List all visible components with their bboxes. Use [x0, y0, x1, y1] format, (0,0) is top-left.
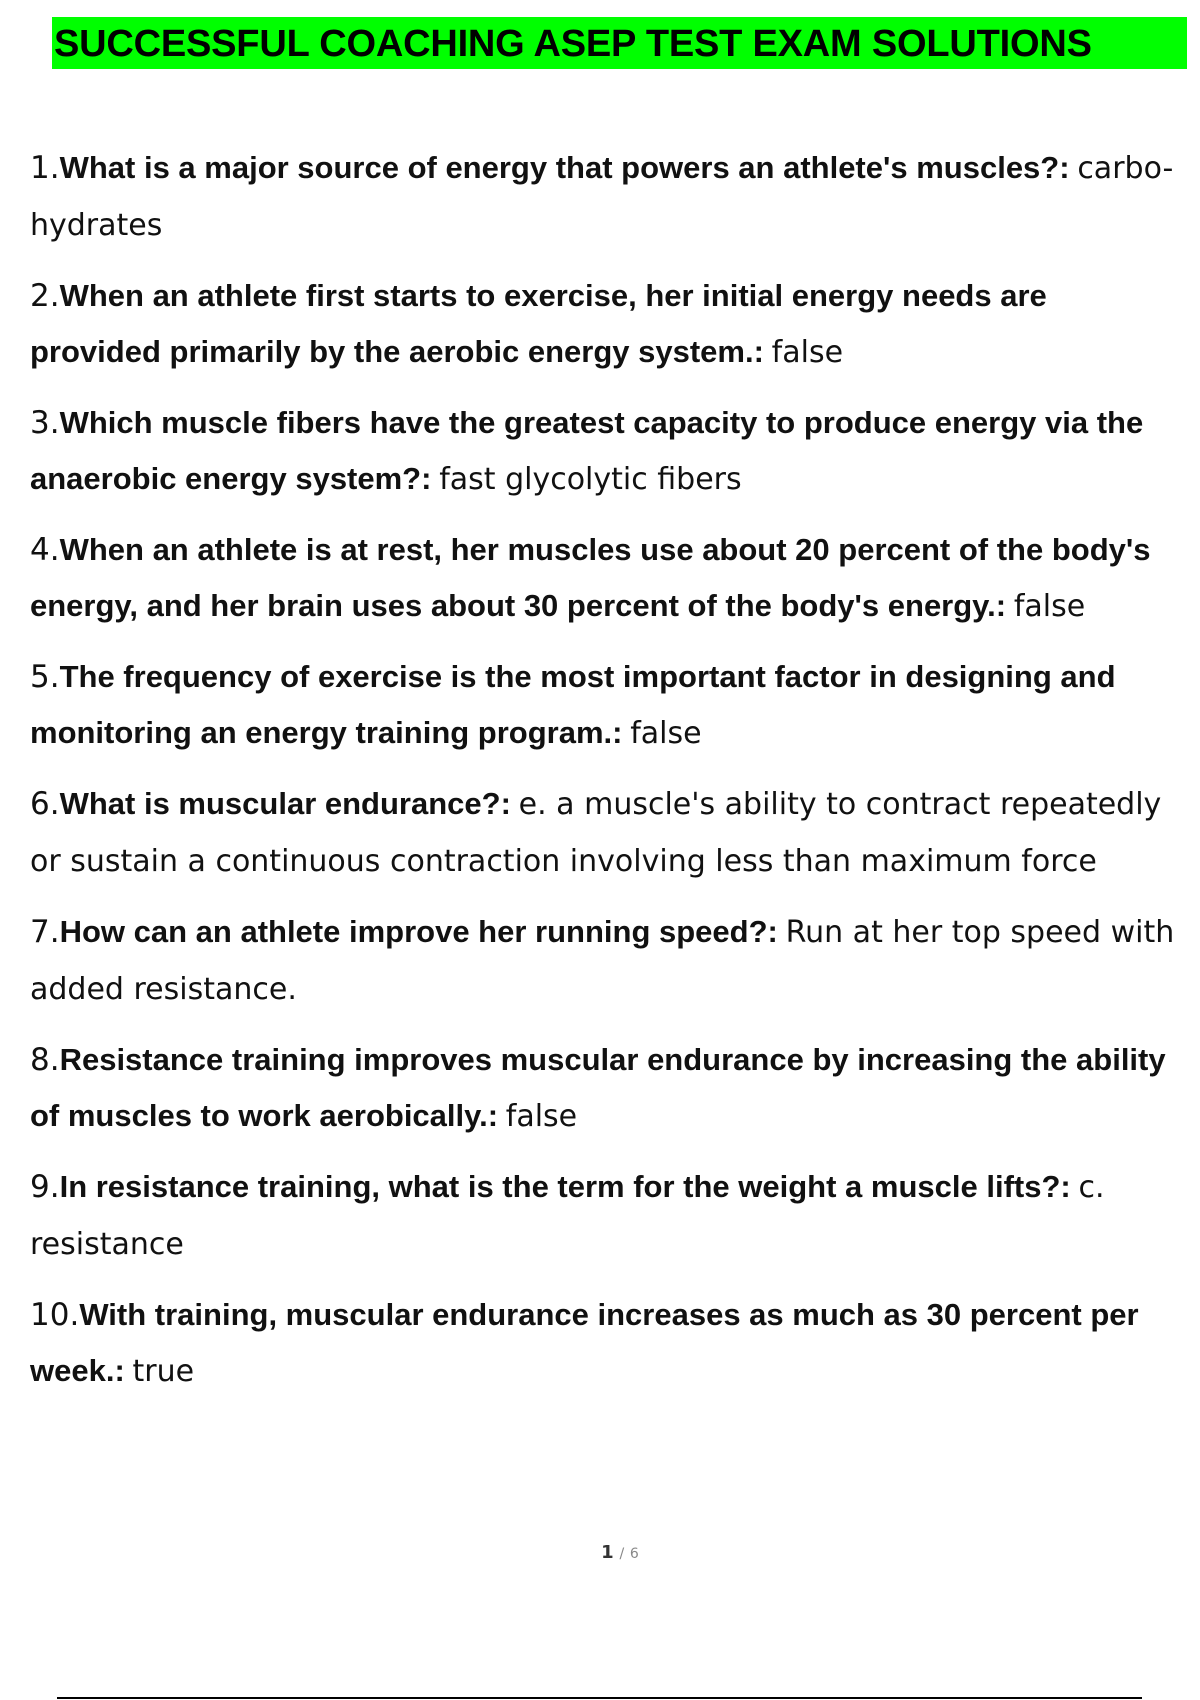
- answer-text: c. resistance: [30, 1170, 1105, 1262]
- question-number: 6.: [30, 786, 60, 822]
- answer-text: false: [505, 1099, 578, 1134]
- question-text: What is muscular endurance?:: [59, 786, 511, 821]
- answer-text: false: [1013, 589, 1086, 624]
- question-number: 9.: [30, 1169, 60, 1205]
- question-number: 8.: [30, 1042, 60, 1078]
- question-item: [30, 395, 1180, 508]
- question-number: 3.: [30, 405, 60, 441]
- question-text: With training, muscular endurance increases as much as 30 percent per week.:: [30, 1297, 1139, 1388]
- document-title: SUCCESSFUL COACHING ASEP TEST EXAM SOLUTIONS: [54, 23, 1092, 65]
- question-number: 7.: [30, 914, 60, 950]
- question-item: [30, 522, 1180, 635]
- question-text: In resistance training, what is the term for the weight a muscle lifts?:: [59, 1169, 1071, 1204]
- question-text: Which muscle fibers have the greatest capacity to produce energy via the anaerobic energy system?:: [30, 405, 1144, 496]
- answer-text: false: [771, 335, 844, 370]
- page-number: [0, 1542, 1200, 1563]
- question-number: 5.: [30, 659, 60, 695]
- question-number: 1.: [30, 150, 60, 186]
- question-number: 2.: [30, 278, 60, 314]
- question-item: [30, 1287, 1180, 1400]
- question-number: 10.: [30, 1297, 80, 1333]
- page-current: 1: [601, 1542, 614, 1563]
- question-item: [30, 140, 1180, 254]
- answer-text: e. a muscle's ability to contract repeatedly or sustain a continuous contraction involving less than maximum force: [30, 787, 1162, 879]
- answer-text: false: [630, 716, 702, 751]
- question-text: The frequency of exercise is the most important factor in designing and monitoring an energy training program.:: [30, 659, 1116, 750]
- question-text: What is a major source of energy that powers an athlete's muscles?:: [59, 150, 1070, 185]
- question-item: [30, 268, 1180, 381]
- question-item: [30, 776, 1180, 890]
- question-item: [30, 904, 1180, 1018]
- question-item: [30, 1159, 1180, 1273]
- question-item: [30, 1032, 1180, 1145]
- question-text: When an athlete first starts to exercise, her initial energy needs are provided primarily by the aerobic energy system.:: [30, 278, 1047, 369]
- question-list: [30, 140, 1180, 1414]
- answer-text: true: [132, 1354, 195, 1389]
- page-separator: /: [619, 1546, 625, 1562]
- answer-text: fast glycolytic fibers: [439, 462, 742, 497]
- question-text: How can an athlete improve her running speed?:: [59, 914, 778, 949]
- answer-text: Run at her top speed with added resistance.: [30, 915, 1175, 1007]
- page-bottom-rule: [57, 1697, 1142, 1699]
- question-number: 4.: [30, 532, 60, 568]
- answer-text: carbo- hydrates: [30, 151, 1174, 243]
- question-item: [30, 649, 1180, 762]
- page-total: 6: [629, 1546, 639, 1562]
- question-text: When an athlete is at rest, her muscles use about 20 percent of the body's energy, and her brain uses about 30 percent of the body's energy.:: [30, 532, 1151, 623]
- question-text: Resistance training improves muscular endurance by increasing the ability of muscles to work aerobically.:: [30, 1042, 1166, 1133]
